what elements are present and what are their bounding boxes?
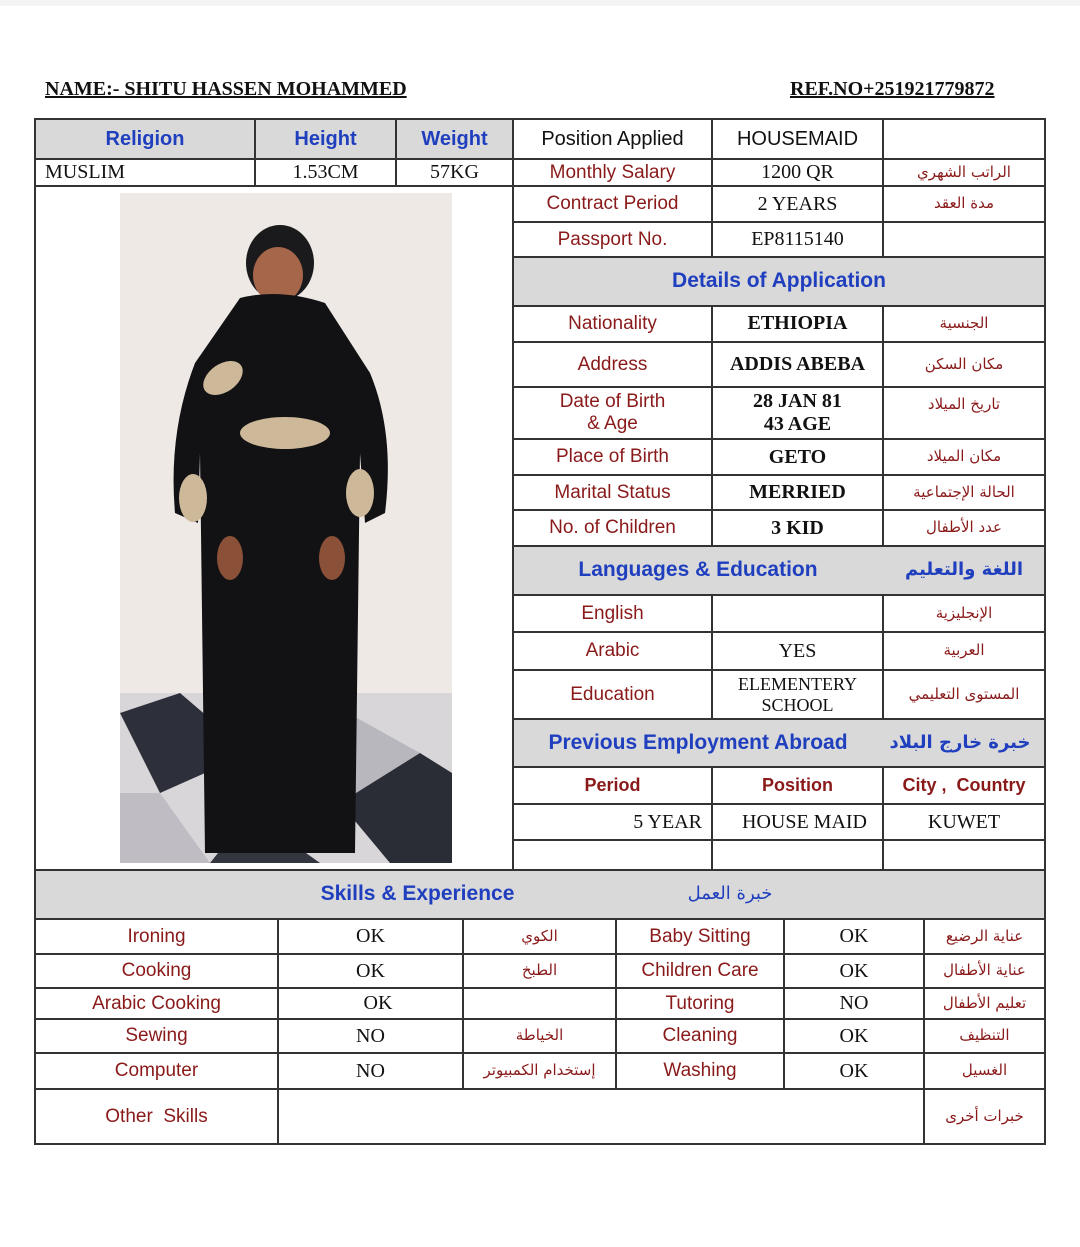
languages-title: Languages & Education [578,558,818,582]
education-value-line1: ELEMENTERY [738,673,857,694]
position-column-header: Position [762,775,833,796]
col-line [711,766,713,870]
row-line [513,386,1045,388]
skill-arabic: الخياطة [515,1026,564,1045]
col-line [711,305,713,546]
skill-label: Cooking [121,960,192,982]
skill-value: OK [356,925,385,947]
english-label: English [581,602,644,624]
col-line [512,118,514,870]
table-border [35,1143,1045,1145]
skill-value: OK [363,992,393,1014]
row-line [513,256,1045,258]
marital-arabic: الحالة الإجتماعية [913,482,1015,501]
row-line [35,1052,1045,1054]
salary-value: 1200 QR [761,161,834,183]
candidate-name: NAME:- SHITU HASSEN MOHAMMED [45,78,407,100]
skill-value: NO [839,992,869,1014]
row-line [35,987,1045,989]
col-line [395,118,397,186]
col-line [462,918,464,1089]
row-line [35,953,1045,955]
skill-label: Sewing [125,1025,188,1047]
row-line [513,221,1045,223]
dob-value-age: 43 AGE [763,413,832,435]
education-label: Education [570,683,655,705]
row-line [35,1018,1045,1020]
height-value: 1.53CM [292,161,359,183]
row-line [513,438,1045,440]
children-value: 3 KID [771,516,824,539]
nationality-arabic: الجنسية [939,313,989,332]
employment-title: Previous Employment Abroad [548,730,848,754]
row-line [35,1088,1045,1090]
skill-arabic: التنظيف [959,1026,1010,1045]
row-line [513,305,1045,307]
skill-arabic: الطبخ [521,961,558,980]
children-label: No. of Children [549,517,676,539]
table-border [35,118,1045,120]
children-arabic: عدد الأطفال [926,518,1002,537]
skill-value: NO [356,1059,385,1082]
skill-arabic [463,988,616,1019]
address-arabic: مكان السكن [924,354,1004,373]
row-line [35,185,513,187]
col-line [882,305,884,546]
nationality-label: Nationality [568,312,657,334]
skill-value: OK [839,959,869,982]
skill-value: OK [839,1059,869,1082]
col-line [711,118,713,257]
dob-label-line2: & Age [587,413,638,434]
period-column-header: Period [584,775,641,796]
col-line [711,594,713,719]
salary-arabic: الراتب الشهري [917,162,1011,181]
row-line [35,918,1045,920]
skill-arabic: إستخدام الكمبيوتر [483,1061,596,1080]
birthplace-label: Place of Birth [556,446,669,468]
skill-label: Washing [663,1060,737,1082]
city-country-column-header: City , Country [902,775,1026,796]
birthplace-value: GETO [768,445,827,468]
skills-title-arabic: خبرة العمل [687,883,773,905]
religion-label: Religion [105,127,185,150]
skill-label: Tutoring [665,992,735,1014]
col-line [254,118,256,186]
skill-arabic: عناية الأطفال [943,961,1026,980]
skill-arabic: تعليم الأطفال [942,993,1027,1012]
marital-label: Marital Status [554,481,671,503]
languages-title-arabic: اللغة والتعليم [904,559,1024,581]
skill-value: NO [356,1024,385,1047]
position-applied-label: Position Applied [541,127,684,150]
height-label: Height [294,127,357,150]
skill-arabic: الكوي [521,926,558,945]
candidate-photo [120,193,452,863]
dob-label [513,387,712,439]
top-edge [0,0,1080,6]
english-value [712,595,883,632]
weight-value: 57KG [430,161,479,183]
arabic-label: Arabic [585,640,640,662]
education-value-line2: SCHOOL [761,694,834,715]
marital-value: MERRIED [749,481,846,503]
contract-label: Contract Period [546,193,679,215]
education-arabic: المستوى التعليمي [908,684,1020,703]
passport-value: EP8115140 [751,228,844,250]
employment-position-value: HOUSE MAID [742,810,867,833]
religion-value: MUSLIM [45,161,126,183]
skill-value: OK [839,1024,869,1047]
position-applied-value: HOUSEMAID [736,127,859,150]
contract-arabic: مدة العقد [934,194,994,213]
nationality-value: ETHIOPIA [747,312,848,334]
row-line [513,803,1045,805]
skill-label: Children Care [641,960,759,982]
skills-title: Skills & Experience [320,882,515,906]
row-line [513,594,1045,596]
skill-label: Cleaning [662,1025,738,1047]
employment-city-value: KUWET [927,810,1001,833]
row-line [513,631,1045,633]
row-line [513,509,1045,511]
dob-value [712,387,883,439]
weight-label: Weight [421,127,488,150]
passport-label: Passport No. [557,228,668,250]
details-title: Details of Application [672,268,886,292]
address-value: ADDIS ABEBA [729,353,866,375]
other-skills-label: Other Skills [105,1105,208,1127]
arabic-value: YES [778,639,817,662]
col-line [277,918,279,1144]
education-value [712,670,883,719]
skill-value: OK [839,925,869,947]
english-arabic: الإنجليزية [935,603,993,622]
other-skills-arabic: خبرات أخرى [945,1106,1024,1125]
employment-period-value: 5 YEAR [633,810,702,833]
col-line [923,918,925,1144]
col-line [882,766,884,870]
row-line [35,869,1045,871]
row-line [513,669,1045,671]
row-line [513,839,1045,841]
skill-arabic: الغسيل [961,1061,1008,1080]
col-line [615,918,617,1089]
row-line [513,341,1045,343]
row-line [513,474,1045,476]
row-line [513,545,1045,547]
row-line [513,718,1045,720]
salary-label: Monthly Salary [549,161,676,183]
dob-value-date: 28 JAN 81 [753,390,842,412]
dob-label-line1: Date of Birth [559,391,666,413]
row-line [513,185,1045,187]
skill-label: Computer [114,1060,199,1082]
birthplace-arabic: مكان الميلاد [926,447,1002,466]
col-line [882,118,884,257]
contract-value: 2 YEARS [757,192,838,215]
skill-value: OK [356,959,385,982]
table-border [34,118,36,1145]
skill-label: Baby Sitting [649,925,751,947]
row-line [513,766,1045,768]
col-line [783,918,785,1089]
employment-title-arabic: خبرة خارج البلاد [889,731,1031,753]
arabic-arabic: العربية [943,641,985,660]
skill-label: Arabic Cooking [92,992,221,1014]
skill-arabic: عناية الرضيع [945,926,1024,945]
address-label: Address [577,353,648,375]
row-line [35,158,1045,160]
dob-arabic: تاريخ الميلاد [927,394,1001,413]
skill-label: Ironing [127,925,186,947]
reference-number: REF.NO+251921779872 [790,78,995,100]
col-line [882,594,884,719]
